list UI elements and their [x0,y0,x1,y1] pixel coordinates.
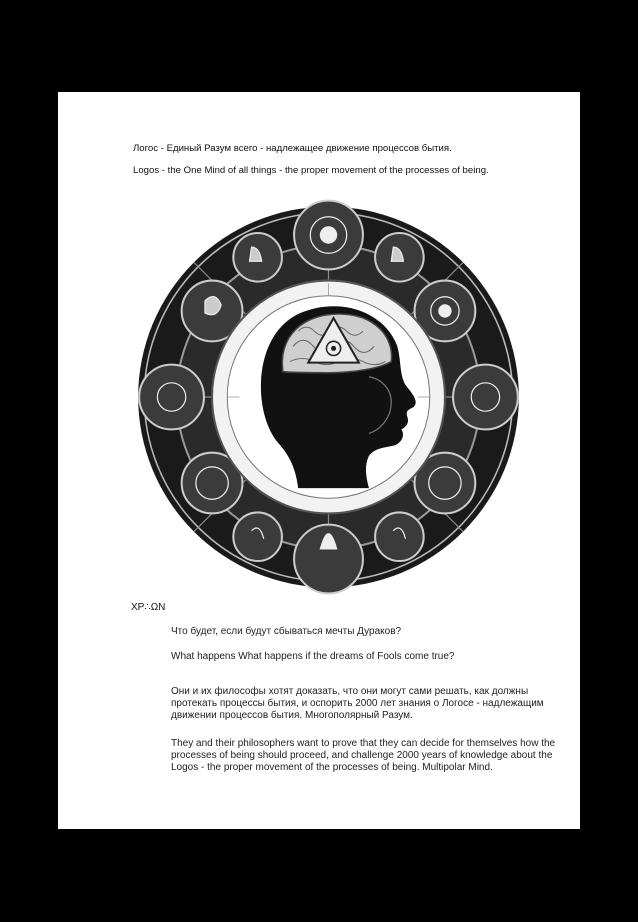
logos-illustration [126,192,531,602]
mandala-head-image [126,192,531,602]
heading-en: Logos - the One Mind of all things - the proper movement of the processes of being. [133,165,489,176]
question-ru: Что будет, если будут сбываться мечты Дураков? [171,626,402,637]
paragraph-ru: Они и их философы хотят доказать, что они могут сами решать, как должны протекать процессы бытия, и оспорить 2000 лет знания о Логосе - надлежащим движении процессов бытия. Многополярный Разум. [171,686,544,722]
heading-ru: Логос - Единый Разум всего - надлежащее движение процессов бытия. [133,143,452,154]
signature: XP∴ΩN [131,602,166,613]
paragraph-en: They and their philosophers want to prove that they can decide for themselves how the processes of being should proceed, and challenge 2000 years of knowledge about the Logos - the proper movement of the processes of being. Multipolar Mind. [171,738,556,774]
question-en: What happens What happens if the dreams of Fools come true? [171,651,455,662]
document-page [58,92,580,829]
